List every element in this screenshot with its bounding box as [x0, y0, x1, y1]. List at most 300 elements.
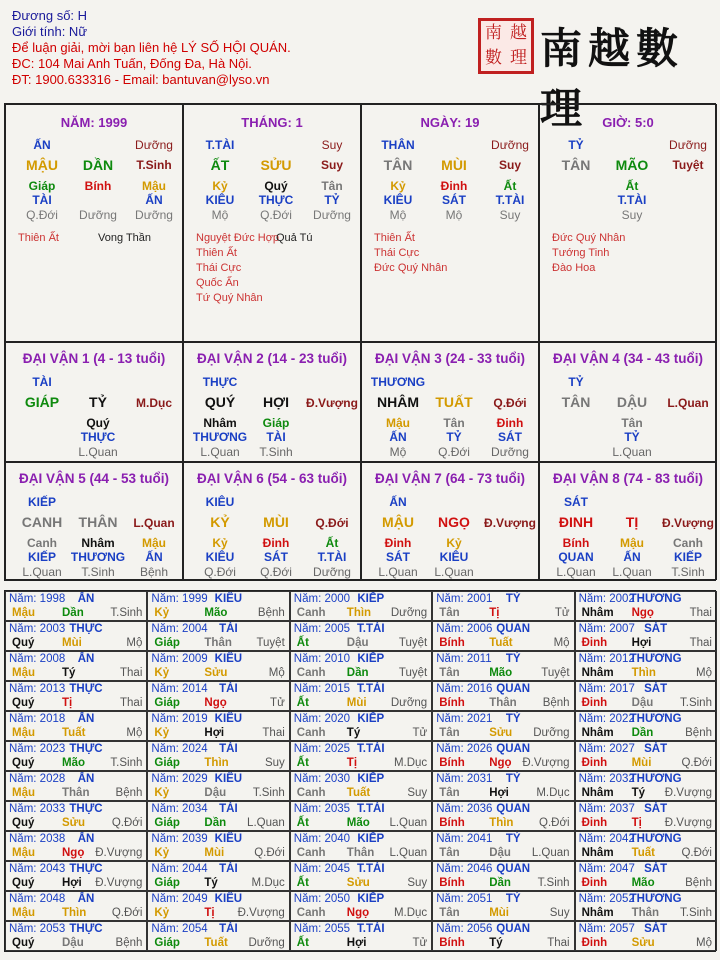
branch: THÂN — [78, 514, 118, 530]
year-cell — [147, 771, 289, 801]
hidden-stem: Canh — [27, 536, 57, 550]
year-cell — [290, 711, 432, 741]
year-label: Năm: 2035 — [293, 803, 351, 815]
year-ten-god: TỶ — [505, 593, 521, 605]
hidden-phase: Dưỡng — [313, 208, 351, 222]
year-branch: Tý — [489, 937, 503, 949]
year-branch: Tuất — [631, 847, 656, 859]
year-branch: Tị — [489, 607, 500, 619]
year-stem: Quý — [12, 817, 35, 829]
year-ten-god: ẤN — [77, 653, 95, 665]
year-phase: Dưỡng — [533, 727, 570, 739]
hidden-stem: Tân — [621, 416, 643, 430]
year-cell — [147, 621, 289, 651]
year-cell — [5, 711, 147, 741]
hidden-phase: Q.Đới — [438, 445, 470, 459]
year-phase: L.Quan — [389, 847, 428, 859]
year-cell — [432, 771, 574, 801]
hidden-god: T.TÀI — [317, 550, 347, 564]
hidden-stem: Tân — [443, 416, 465, 430]
year-phase: Mộ — [696, 667, 712, 679]
phase: Đ.Vượng — [306, 396, 358, 410]
shen-sha: Quốc Ấn — [196, 277, 239, 289]
year-ten-god: THƯƠNG — [629, 593, 682, 605]
phase-top: Suy — [321, 138, 343, 152]
hidden-stem: Đinh — [262, 536, 290, 550]
year-cell — [290, 801, 432, 831]
dai-van-title: ĐẠI VẬN 6 (54 - 63 tuổi) — [196, 471, 348, 486]
year-label: Năm: 2029 — [151, 773, 208, 785]
year-cell — [432, 741, 574, 771]
year-ten-god: QUAN — [496, 623, 531, 635]
pillar-title: THÁNG: 1 — [241, 115, 303, 130]
year-phase: Bệnh — [115, 787, 143, 799]
hidden-phase: T.Sinh — [259, 445, 293, 459]
hidden-phase: Q.Đới — [204, 565, 236, 579]
hidden-phase: Dưỡng — [135, 208, 173, 222]
hidden-stem: Nhâm — [203, 416, 237, 430]
hidden-god: KIÊU — [383, 193, 413, 207]
year-label: Năm: 2004 — [151, 623, 208, 635]
year-ten-god: THƯƠNG — [629, 893, 682, 905]
year-phase: Dưỡng — [248, 937, 285, 949]
year-stem: Đinh — [581, 877, 608, 889]
year-ten-god: KIÊU — [214, 773, 243, 785]
year-ten-god: THƯƠNG — [629, 773, 682, 785]
year-ten-god: THỰC — [69, 623, 103, 635]
year-ten-god: KIẾP — [357, 893, 385, 905]
year-branch: Mùi — [489, 907, 509, 919]
dai-van-title: ĐẠI VẬN 3 (24 - 33 tuổi) — [374, 351, 526, 366]
year-phase: Dưỡng — [390, 607, 428, 619]
ten-god-top: THÂN — [381, 138, 415, 152]
year-label: Năm: 2018 — [9, 713, 66, 725]
year-cell — [147, 591, 289, 621]
dai-van-5 — [5, 462, 183, 580]
year-label: Năm: 2045 — [293, 863, 351, 875]
hidden-phase: Suy — [499, 208, 521, 222]
pillar-title: NGÀY: 19 — [420, 115, 480, 130]
hidden-stem: Giáp — [262, 416, 290, 430]
year-branch: Dậu — [489, 847, 511, 859]
year-label: Năm: 2051 — [436, 893, 493, 905]
year-stem: Ất — [296, 757, 309, 769]
hidden-phase: L.Quan — [612, 445, 652, 459]
year-branch: Hợi — [346, 937, 367, 949]
year-cell — [575, 711, 717, 741]
seal-char: 數 — [485, 48, 502, 68]
hidden-stem: Giáp — [28, 179, 56, 193]
year-branch: Mùi — [62, 637, 82, 649]
year-phase: Thai — [547, 937, 570, 949]
dai-van-title: ĐẠI VẬN 5 (44 - 53 tuổi) — [18, 471, 170, 486]
phase: Q.Đới — [493, 396, 527, 410]
year-phase: Tử — [270, 697, 285, 709]
hidden-god: ẤN — [145, 193, 163, 207]
year-stem: Giáp — [154, 697, 180, 709]
year-cell — [147, 921, 289, 951]
header-line: ĐT: 1900.633316 - Email: bantuvan@lyso.vn — [12, 72, 270, 87]
year-label: Năm: 2057 — [578, 923, 635, 935]
hidden-stem: Kỷ — [390, 179, 406, 193]
brand-title: 南越數理 — [540, 24, 685, 133]
year-cell — [5, 831, 147, 861]
year-ten-god: TÀI — [219, 743, 238, 755]
year-ten-god: KIÊU — [214, 653, 243, 665]
hidden-stem: Mậu — [620, 536, 644, 550]
stem: TÂN — [561, 394, 591, 410]
pillar-title: GIỜ: 5:0 — [602, 115, 654, 130]
year-phase: L.Quan — [247, 817, 285, 829]
year-branch: Ngọ — [346, 907, 370, 919]
hidden-phase: T.Sinh — [81, 565, 115, 579]
year-branch: Ngọ — [489, 757, 512, 769]
year-stem: Ất — [296, 937, 309, 949]
year-ten-god: SÁT — [644, 743, 668, 755]
year-ten-god: TÀI — [219, 863, 238, 875]
seal-char: 南 — [485, 23, 502, 43]
year-phase: Tuyệt — [256, 637, 285, 649]
year-branch: Hợi — [204, 727, 225, 739]
year-label: Năm: 2000 — [293, 593, 351, 605]
hidden-god: THƯƠNG — [70, 550, 126, 564]
year-ten-god: T.TÀI — [357, 683, 385, 695]
phase: Tuyệt — [672, 158, 704, 172]
year-stem: Mậu — [12, 847, 35, 859]
year-cell — [147, 861, 289, 891]
year-label: Năm: 2036 — [436, 803, 493, 815]
year-ten-god: THỰC — [69, 743, 103, 755]
year-cell — [575, 921, 717, 951]
year-stem: Ất — [296, 637, 309, 649]
year-label: Năm: 1999 — [151, 593, 208, 605]
hidden-god: THỰC — [258, 193, 294, 207]
year-stem: Tân — [439, 727, 460, 739]
phase: M.Dục — [136, 396, 172, 410]
stem: MẬU — [382, 514, 414, 530]
year-branch: Tị — [346, 757, 358, 769]
hidden-stem: Kỷ — [212, 179, 228, 193]
year-label: Năm: 2001 — [436, 593, 493, 605]
phase: Suy — [320, 158, 343, 172]
year-ten-god: SÁT — [644, 923, 668, 935]
year-branch: Mão — [62, 757, 85, 769]
year-ten-god: ẤN — [77, 593, 95, 605]
year-phase: Đ.Vượng — [237, 907, 285, 919]
year-label: Năm: 2015 — [293, 683, 351, 695]
year-stem: Mậu — [12, 907, 35, 919]
year-ten-god: ẤN — [77, 833, 95, 845]
year-ten-god: ẤN — [77, 893, 95, 905]
year-phase: Đ.Vượng — [522, 757, 570, 769]
year-label: Năm: 2046 — [436, 863, 493, 875]
year-branch: Mùi — [631, 757, 652, 769]
hidden-god: KIÊU — [439, 550, 469, 564]
year-cell — [575, 591, 717, 621]
year-cell — [432, 891, 574, 921]
stem: QUÝ — [204, 394, 236, 410]
year-branch: Thìn — [346, 607, 372, 619]
hidden-god: SÁT — [498, 430, 522, 444]
hidden-stem: Ất — [625, 179, 639, 193]
year-phase: Thai — [689, 637, 712, 649]
year-phase: Tuyệt — [541, 667, 570, 679]
year-stem: Bính — [439, 697, 465, 709]
hidden-phase: Mộ — [389, 445, 407, 459]
dai-van-8 — [539, 462, 717, 580]
year-branch: Thìn — [204, 757, 229, 769]
year-branch: Thân — [489, 697, 517, 709]
ten-god-top: TÀI — [32, 375, 52, 389]
hidden-god: TỶ — [446, 430, 462, 444]
stem: GIÁP — [24, 394, 60, 410]
year-cell — [290, 741, 432, 771]
stem: TÂN — [383, 157, 413, 173]
hidden-stem: Nhâm — [81, 536, 115, 550]
year-ten-god: T.TÀI — [357, 923, 385, 935]
hidden-phase: Dưỡng — [313, 565, 351, 579]
year-ten-god: T.TÀI — [357, 803, 385, 815]
year-branch: Tị — [204, 907, 215, 919]
year-phase: Mộ — [553, 637, 570, 649]
year-cell — [290, 681, 432, 711]
year-phase: M.Dục — [536, 787, 570, 799]
year-phase: Tử — [412, 937, 428, 949]
year-label: Năm: 2021 — [436, 713, 493, 725]
year-stem: Đinh — [581, 937, 608, 949]
hidden-god: KIẾP — [673, 550, 702, 564]
year-label: Năm: 2011 — [436, 653, 492, 665]
year-phase: Suy — [264, 757, 285, 769]
year-label: Năm: 2006 — [436, 623, 493, 635]
year-cell — [290, 771, 432, 801]
year-stem: Canh — [296, 847, 326, 859]
year-cell — [5, 891, 147, 921]
year-ten-god: QUAN — [496, 923, 531, 935]
hidden-stem: Đinh — [384, 536, 412, 550]
seal-stamp — [478, 18, 534, 74]
year-stem: Canh — [296, 607, 326, 619]
year-label: Năm: 2054 — [151, 923, 208, 935]
year-stem: Quý — [12, 697, 35, 709]
year-cell — [5, 651, 147, 681]
year-label: Năm: 2028 — [9, 773, 66, 785]
year-cell — [290, 891, 432, 921]
year-label: Năm: 2044 — [151, 863, 208, 875]
phase: T.Sinh — [136, 158, 172, 172]
year-branch: Hợi — [489, 787, 509, 799]
phase: Đ.Vượng — [484, 516, 536, 530]
year-ten-god: THƯƠNG — [629, 713, 682, 725]
year-branch: Dần — [631, 727, 654, 739]
hidden-god: SÁT — [264, 550, 288, 564]
year-stem: Kỷ — [154, 907, 170, 919]
year-cell — [575, 861, 717, 891]
year-ten-god: KIẾP — [357, 833, 385, 845]
hidden-stem: Quý — [264, 179, 288, 193]
shen-sha: Quả Tú — [276, 232, 313, 244]
stem: ĐINH — [558, 514, 594, 530]
phase: Q.Đới — [315, 516, 349, 530]
year-ten-god: KIÊU — [214, 713, 243, 725]
year-cell — [147, 711, 289, 741]
year-phase: T.Sinh — [110, 757, 143, 769]
year-label: Năm: 2005 — [293, 623, 351, 635]
year-ten-god: TÀI — [219, 923, 238, 935]
year-branch: Thân — [204, 637, 232, 649]
year-label: Năm: 2042 — [578, 833, 635, 845]
year-phase: Tuyệt — [398, 637, 428, 649]
ten-god-top: KIẾP — [27, 495, 56, 509]
hidden-god: TÀI — [32, 193, 52, 207]
hidden-stem: Đinh — [496, 416, 524, 430]
year-branch: Thìn — [631, 667, 656, 679]
year-cell — [290, 861, 432, 891]
year-ten-god: KIẾP — [357, 713, 385, 725]
hidden-phase: L.Quan — [22, 565, 62, 579]
pillar-title: NĂM: 1999 — [60, 115, 128, 130]
shen-sha: Thái Cực — [374, 247, 420, 259]
year-cell — [5, 801, 147, 831]
hidden-phase: L.Quan — [612, 565, 652, 579]
hidden-phase: Q.Đới — [26, 208, 58, 222]
phase: L.Quan — [133, 516, 175, 530]
shen-sha: Thiên Ất — [196, 247, 237, 259]
pillar-2 — [183, 104, 361, 342]
year-cell — [147, 891, 289, 921]
year-ten-god: KIÊU — [214, 593, 243, 605]
year-label: Năm: 2002 — [578, 593, 635, 605]
year-label: Năm: 2022 — [578, 713, 635, 725]
hidden-god: TÀI — [266, 430, 286, 444]
year-phase: Q.Đới — [539, 817, 570, 829]
dai-van-title: ĐẠI VẬN 8 (74 - 83 tuổi) — [552, 471, 704, 486]
year-ten-god: TỶ — [505, 713, 521, 725]
year-phase: Mộ — [126, 727, 143, 739]
year-phase: Thai — [689, 607, 712, 619]
year-stem: Đinh — [581, 637, 608, 649]
hidden-god: KIẾP — [27, 550, 56, 564]
year-label: Năm: 2049 — [151, 893, 208, 905]
hidden-god: KIÊU — [205, 550, 235, 564]
year-stem: Kỷ — [154, 607, 170, 619]
year-cell — [432, 801, 574, 831]
year-branch: Dần — [489, 877, 511, 889]
ten-god-top: THỰC — [202, 375, 238, 389]
year-phase: M.Dục — [251, 877, 285, 889]
year-phase: T.Sinh — [252, 787, 285, 799]
shen-sha: Đức Quý Nhân — [552, 232, 626, 244]
year-stem: Nhâm — [581, 607, 614, 619]
hidden-stem: Bính — [84, 179, 112, 193]
year-cell — [5, 921, 147, 951]
shen-sha: Thiên Ất — [374, 232, 415, 244]
year-phase: T.Sinh — [110, 607, 143, 619]
hidden-stem: Kỷ — [212, 536, 228, 550]
hidden-god: TỶ — [624, 430, 640, 444]
year-phase: Thai — [262, 727, 285, 739]
year-phase: Bệnh — [257, 607, 285, 619]
year-branch: Thân — [62, 787, 90, 799]
shen-sha: Vong Thần — [98, 232, 152, 244]
year-branch: Sửu — [62, 817, 86, 829]
header-info — [12, 8, 291, 88]
year-cell — [5, 591, 147, 621]
ten-god-top: ẤN — [389, 495, 407, 509]
year-stem: Mậu — [12, 727, 35, 739]
branch: TỶ — [89, 394, 107, 410]
hidden-god: QUAN — [558, 550, 594, 564]
year-ten-god: TỶ — [505, 653, 521, 665]
year-branch: Tuất — [62, 727, 86, 739]
year-ten-god: T.TÀI — [357, 743, 385, 755]
year-phase: Suy — [407, 877, 428, 889]
year-ten-god: T.TÀI — [357, 863, 385, 875]
shen-sha: Tứ Quý Nhân — [196, 292, 263, 304]
year-phase: Mộ — [126, 637, 143, 649]
year-stem: Tân — [439, 667, 460, 679]
year-stem: Kỷ — [154, 847, 170, 859]
year-stem: Canh — [296, 727, 326, 739]
hidden-god: T.TÀI — [617, 193, 647, 207]
year-phase: T.Sinh — [537, 877, 570, 889]
year-cell — [147, 741, 289, 771]
stem: MẬU — [26, 157, 58, 173]
phase: Suy — [498, 158, 521, 172]
year-phase: Đ.Vượng — [664, 787, 712, 799]
year-cell — [575, 741, 717, 771]
year-branch: Dần — [346, 667, 369, 679]
year-cell — [432, 651, 574, 681]
year-label: Năm: 2041 — [436, 833, 493, 845]
year-stem: Nhâm — [581, 727, 614, 739]
year-phase: Đ.Vượng — [664, 817, 712, 829]
year-cell — [432, 681, 574, 711]
stem: ẤT — [210, 157, 230, 173]
year-stem: Đinh — [581, 757, 608, 769]
year-label: Năm: 2037 — [578, 803, 635, 815]
year-label: Năm: 2026 — [436, 743, 493, 755]
year-stem: Bính — [439, 937, 465, 949]
year-label: Năm: 2027 — [578, 743, 635, 755]
year-phase: Suy — [549, 907, 570, 919]
shen-sha: Nguyệt Đức Hợp — [196, 232, 280, 244]
phase: Đ.Vượng — [662, 516, 714, 530]
ten-god-top: SÁT — [564, 495, 588, 509]
hidden-phase: Bệnh — [139, 565, 169, 579]
year-stem: Tân — [439, 847, 460, 859]
year-cell — [290, 831, 432, 861]
year-ten-god: QUAN — [496, 743, 531, 755]
hidden-phase: Dưỡng — [79, 208, 117, 222]
hidden-stem: Ất — [503, 179, 517, 193]
year-phase: Suy — [407, 787, 428, 799]
year-branch: Thìn — [489, 817, 514, 829]
year-ten-god: SÁT — [644, 863, 668, 875]
branch: DẬU — [616, 394, 648, 410]
year-stem: Bính — [439, 757, 465, 769]
seal-char: 理 — [510, 48, 527, 68]
shen-sha: Đào Hoa — [552, 262, 596, 274]
year-label: Năm: 2040 — [293, 833, 351, 845]
branch: TUẤT — [435, 394, 473, 410]
hidden-god: TỶ — [324, 193, 340, 207]
ten-god-top: KIÊU — [205, 495, 235, 509]
hidden-phase: Dưỡng — [491, 445, 529, 459]
stem: NHÂM — [377, 394, 419, 410]
hidden-god: SÁT — [442, 193, 466, 207]
hidden-stem: Canh — [673, 536, 703, 550]
